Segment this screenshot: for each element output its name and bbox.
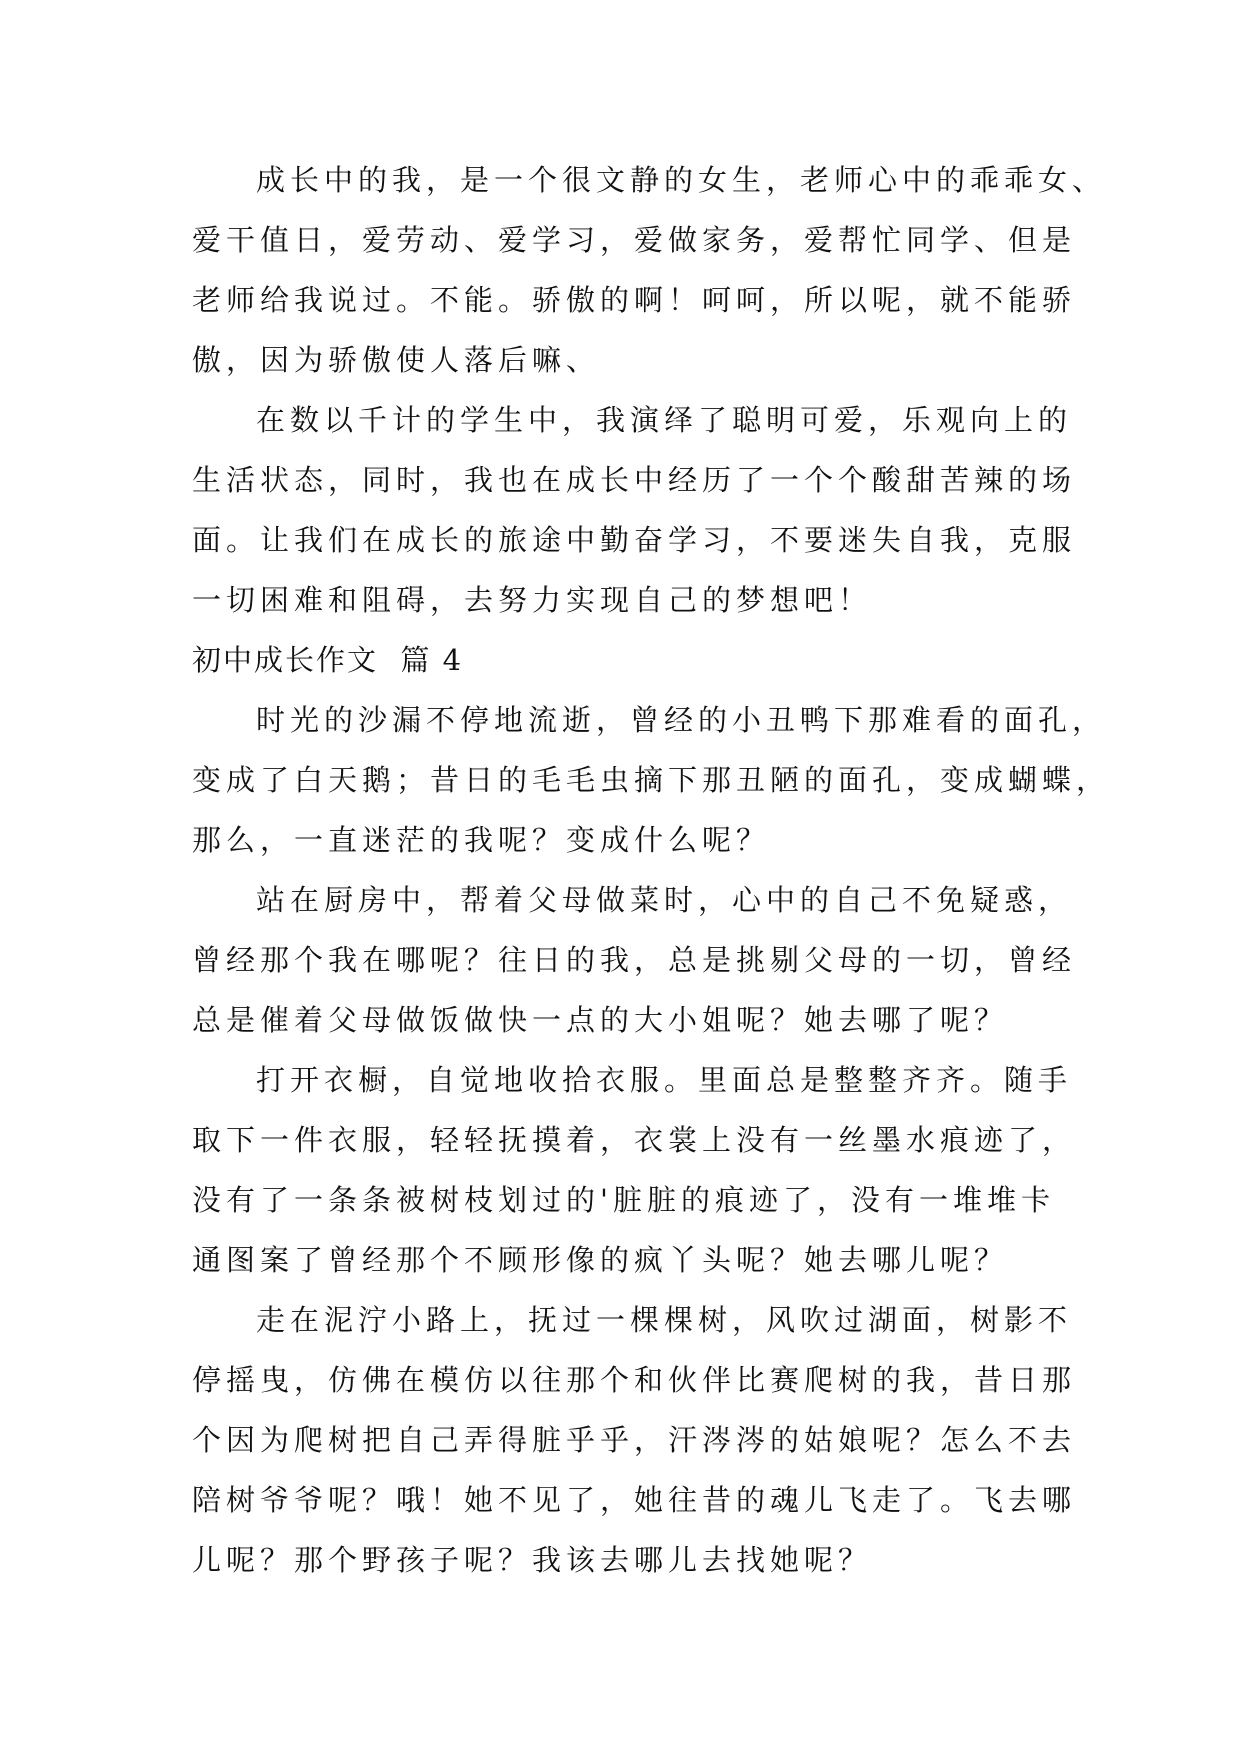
text-line: 时光的沙漏不停地流逝，曾经的小丑鸭下那难看的面孔， <box>256 703 1107 737</box>
section-heading: 初中成长作文 篇 4 <box>192 643 464 677</box>
text-line: 变成了白天鹅；昔日的毛毛虫摘下那丑陋的面孔，变成蝴蝶， <box>192 763 1111 797</box>
document-page <box>192 150 1111 1590</box>
text-line: 打开衣橱，自觉地收拾衣服。里面总是整整齐齐。随手 <box>256 1063 1073 1097</box>
text-line: 在数以千计的学生中，我演绎了聪明可爱，乐观向上的 <box>256 403 1073 437</box>
paragraph <box>192 1290 1077 1590</box>
text-line: 老师给我说过。不能。骄傲的啊！呵呵，所以呢，就不能骄 <box>192 283 1077 317</box>
text-line: 爱干值日，爱劳动、爱学习，爱做家务，爱帮忙同学、但是 <box>192 223 1077 257</box>
text-line: 曾经那个我在哪呢？往日的我，总是挑剔父母的一切，曾经 <box>192 943 1077 977</box>
text-line: 站在厨房中，帮着父母做菜时，心中的自己不免疑惑， <box>256 883 1073 917</box>
text-line: 没有了一条条被树枝划过的'脏脏的痕迹了，没有一堆堆卡 <box>192 1183 1055 1217</box>
paragraph <box>192 150 1107 390</box>
text-line: 个因为爬树把自己弄得脏乎乎，汗涔涔的姑娘呢？怎么不去 <box>192 1423 1077 1457</box>
text-line: 面。让我们在成长的旅途中勤奋学习，不要迷失自我，克服 <box>192 523 1077 557</box>
paragraph <box>192 690 1111 870</box>
text-line: 通图案了曾经那个不顾形像的疯丫头呢？她去哪儿呢？ <box>192 1243 1009 1277</box>
text-line: 生活状态，同时，我也在成长中经历了一个个酸甜苦辣的场 <box>192 463 1077 497</box>
text-line: 傲，因为骄傲使人落后嘛、 <box>192 343 601 377</box>
paragraph <box>192 870 1077 1050</box>
text-line: 总是催着父母做饭做快一点的大小姐呢？她去哪了呢？ <box>192 1003 1009 1037</box>
text-line: 一切困难和阻碍，去努力实现自己的梦想吧！ <box>192 583 873 617</box>
text-line: 走在泥泞小路上，抚过一棵棵树，风吹过湖面，树影不 <box>256 1303 1073 1337</box>
text-line: 成长中的我，是一个很文静的女生，老师心中的乖乖女、 <box>256 163 1107 197</box>
text-line: 那么，一直迷茫的我呢？变成什么呢？ <box>192 823 771 857</box>
text-line: 停摇曳，仿佛在模仿以往那个和伙伴比赛爬树的我，昔日那 <box>192 1363 1077 1397</box>
paragraph <box>192 390 1077 630</box>
text-line: 取下一件衣服，轻轻抚摸着，衣裳上没有一丝墨水痕迹了， <box>192 1123 1077 1157</box>
paragraph <box>192 1050 1077 1290</box>
text-line: 陪树爷爷呢？哦！她不见了，她往昔的魂儿飞走了。飞去哪 <box>192 1483 1077 1517</box>
text-line: 儿呢？那个野孩子呢？我该去哪儿去找她呢？ <box>192 1543 873 1577</box>
